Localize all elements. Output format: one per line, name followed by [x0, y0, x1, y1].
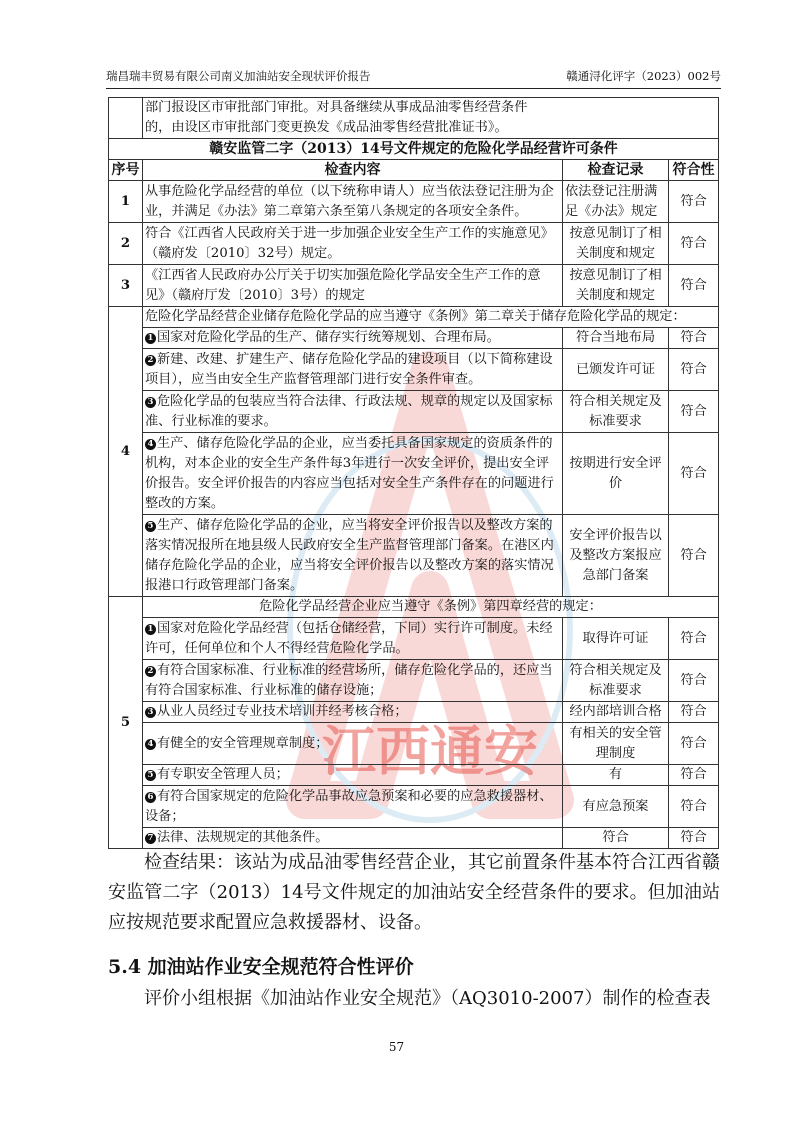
conclusion-paragraph — [108, 848, 720, 938]
item-record: 符合相关规定及标准要求 — [563, 391, 669, 433]
item-record: 取得许可证 — [563, 618, 669, 660]
item-content: 有健全的安全管理规章制度； — [157, 735, 329, 751]
item-result: 符合 — [669, 349, 719, 391]
item-record: 有应急预案 — [563, 786, 669, 828]
col-header-record: 检查记录 — [563, 160, 669, 181]
sub-row — [109, 702, 719, 723]
item-content: 新建、改建、扩建生产、储存危险化学品的建设项目（以下简称建设项目），应当由安全生产监督管理部门进行安全条件审查。 — [145, 351, 553, 387]
item-content: 从业人员经过专业技术培训并经考核合格； — [157, 704, 408, 719]
section-paragraph — [108, 984, 720, 1014]
sub-row — [109, 660, 719, 702]
item-result: 符合 — [669, 660, 719, 702]
item-content: 有符合国家标准、行业标准的经营场所，储存危险化学品的，还应当有符合国家标准、行业标准的储存设施； — [145, 662, 553, 698]
table-row — [109, 181, 719, 223]
item-number-badge: 1 — [145, 333, 156, 344]
section-title: 赣安监管二字（2013）14号文件规定的危险化学品经营许可条件 — [109, 139, 719, 160]
row-result: 符合 — [669, 223, 719, 265]
item-number-badge: 3 — [145, 707, 156, 718]
page-header — [106, 66, 721, 89]
item-result: 符合 — [669, 618, 719, 660]
row-no: 3 — [109, 265, 143, 307]
item-record: 按期进行安全评价 — [563, 433, 669, 515]
item-content: 危险化学品的包装应当符合法律、行政法规、规章的规定以及国家标准、行业标准的要求。 — [145, 393, 553, 429]
sub-row — [109, 618, 719, 660]
section-heading: 5.4 加油站作业安全规范符合性评价 — [108, 956, 414, 978]
row-record: 按意见制订了相关制度和规定 — [563, 265, 669, 307]
sub-row — [109, 765, 719, 786]
continued-line-2: 的，由设区市审批部门变更换发《成品油零售经营批准证书》。 — [145, 120, 508, 135]
item-content: 生产、储存危险化学品的企业，应当将安全评价报告以及整改方案的落实情况报所在地县级人民政府安全生产监督管理部门备案。在港区内储存危险化学品的企业，应当将安全评价报告以及整改方案的落实情况报港口行政管理部门备案。 — [145, 517, 554, 593]
row-no: 1 — [109, 181, 143, 223]
table-row — [109, 265, 719, 307]
table-row — [109, 307, 719, 328]
row-intro: 危险化学品经营企业储存危险化学品的应当遵守《条例》第二章关于储存危险化学品的规定： — [143, 307, 719, 328]
table-row — [109, 597, 719, 618]
row-no: 4 — [109, 307, 143, 597]
page-number: 57 — [388, 1040, 405, 1054]
row-record: 按意见制订了相关制度和规定 — [563, 223, 669, 265]
col-header-content: 检查内容 — [143, 160, 563, 181]
item-result: 符合 — [669, 433, 719, 515]
item-record: 安全评价报告以及整改方案报应急部门备案 — [563, 515, 669, 597]
row-intro: 危险化学品经营企业应当遵守《条例》第四章经营的规定： — [143, 597, 719, 618]
row-result: 符合 — [669, 181, 719, 223]
item-number-badge: 7 — [145, 833, 156, 844]
item-number-badge: 1 — [145, 624, 156, 635]
sub-row — [109, 515, 719, 597]
item-record: 符合相关规定及标准要求 — [563, 660, 669, 702]
conclusion-text: 检查结果：该站为成品油零售经营企业，其它前置条件基本符合江西省赣安监管二字（2013）14号文件规定的加油站安全经营条件的要求。但加油站应按规范要求配置应急救援器材、设备。 — [108, 852, 720, 933]
item-number-badge: 6 — [145, 792, 156, 803]
item-record: 符合 — [563, 828, 669, 849]
item-result: 符合 — [669, 702, 719, 723]
col-header-no: 序号 — [109, 160, 143, 181]
row-content: 符合《江西省人民政府关于进一步加强企业安全生产工作的实施意见》（赣府发〔2010〕32号）规定。 — [143, 223, 563, 265]
row-content: 《江西省人民政府办公厅关于切实加强危险化学品安全生产工作的意见》（赣府厅发〔2010〕3号）的规定 — [143, 265, 563, 307]
item-content: 生产、储存危险化学品的企业，应当委托具备国家规定的资质条件的机构，对本企业的安全生产条件每3年进行一次安全评价，提出安全评价报告。安全评价报告的内容应当包括对安全生产条件存在的问题进行整改的方案。 — [145, 435, 554, 511]
row-no: 2 — [109, 223, 143, 265]
continued-line-1: 部门报设区市审批部门审批。对具备继续从事成品油零售经营条件 — [145, 100, 528, 115]
item-result: 符合 — [669, 765, 719, 786]
sub-row — [109, 828, 719, 849]
item-record: 有 — [563, 765, 669, 786]
continued-text — [143, 98, 719, 139]
row-result: 符合 — [669, 265, 719, 307]
watermark-text: 江西通安 — [322, 720, 538, 783]
item-record: 经内部培训合格 — [563, 702, 669, 723]
item-content: 国家对危险化学品的生产、储存实行统筹规划、合理布局。 — [157, 330, 500, 345]
item-result: 符合 — [669, 828, 719, 849]
table-row — [109, 223, 719, 265]
section-text: 评价小组根据《加油站作业安全规范》（AQ3010-2007）制作的检查表 — [144, 988, 711, 1009]
item-content: 国家对危险化学品经营（包括仓储经营，下同）实行许可制度。未经许可，任何单位和个人不得经营危险化学品。 — [145, 620, 553, 656]
item-content: 有符合国家规定的危险化学品事故应急预案和必要的应急救援器材、设备； — [145, 788, 553, 824]
item-number-badge: 5 — [145, 770, 156, 781]
item-number-badge: 4 — [145, 739, 156, 750]
row-no: 5 — [109, 597, 143, 849]
sub-row — [109, 433, 719, 515]
item-number-badge: 3 — [145, 397, 156, 408]
row-content: 从事危险化学品经营的单位（以下统称申请人）应当依法登记注册为企业，并满足《办法》第二章第六条至第八条规定的各项安全条件。 — [143, 181, 563, 223]
sub-row — [109, 723, 719, 765]
header-report-number: 赣通浔化评字（2023）002号 — [566, 69, 721, 83]
sub-row — [109, 786, 719, 828]
item-result: 符合 — [669, 515, 719, 597]
item-content: 有专职安全管理人员； — [157, 767, 289, 782]
header-report-title: 瑞昌瑞丰贸易有限公司南义加油站安全现状评价报告 — [106, 69, 371, 83]
item-number-badge: 5 — [145, 521, 156, 532]
item-record: 有相关的安全管理制度 — [563, 723, 669, 765]
item-number-badge: 2 — [145, 355, 156, 366]
item-result: 符合 — [669, 328, 719, 349]
col-header-result: 符合性 — [669, 160, 719, 181]
item-result: 符合 — [669, 786, 719, 828]
item-result: 符合 — [669, 391, 719, 433]
row-record: 依法登记注册满足《办法》规定 — [563, 181, 669, 223]
sub-row — [109, 349, 719, 391]
item-record: 符合当地布局 — [563, 328, 669, 349]
item-content: 法律、法规规定的其他条件。 — [157, 830, 329, 845]
sub-row — [109, 328, 719, 349]
sub-row — [109, 391, 719, 433]
license-conditions-table — [108, 97, 719, 849]
item-record: 已颁发许可证 — [563, 349, 669, 391]
item-number-badge: 4 — [145, 439, 156, 450]
item-number-badge: 2 — [145, 666, 156, 677]
item-result: 符合 — [669, 723, 719, 765]
